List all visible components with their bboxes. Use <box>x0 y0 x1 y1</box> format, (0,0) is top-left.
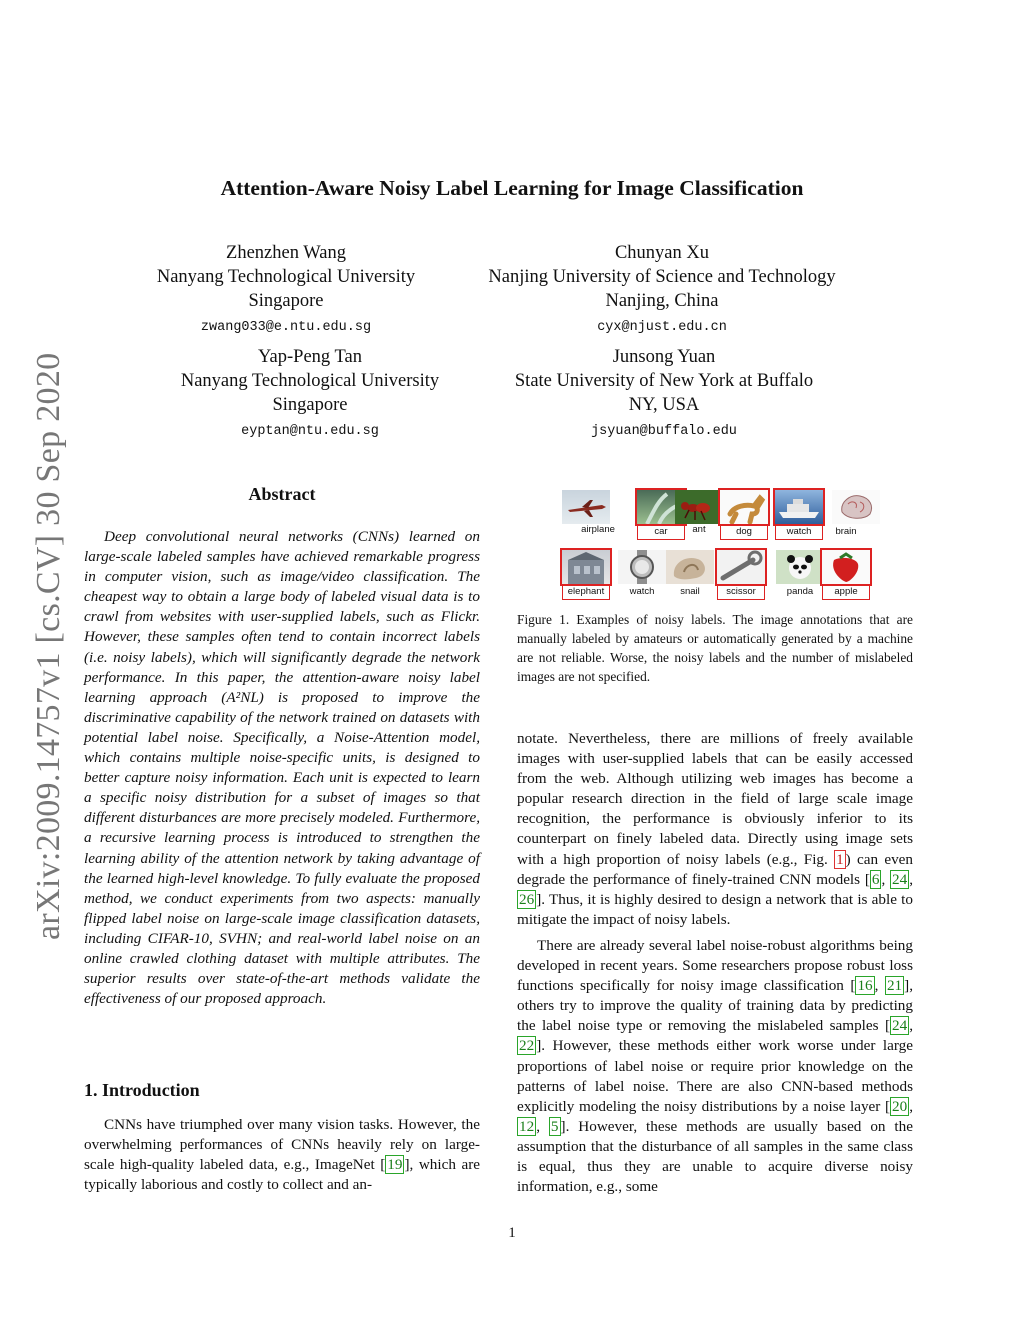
author-location: Singapore <box>272 395 348 415</box>
citation-link[interactable]: 21 <box>886 977 903 995</box>
author-block <box>136 241 436 337</box>
author-name: Junsong Yuan <box>612 347 716 367</box>
figure-caption <box>517 610 913 686</box>
author-affiliation: Nanyang Technological University <box>156 267 416 287</box>
citation-link[interactable]: 6 <box>871 870 880 888</box>
figure-label: snail <box>680 586 700 597</box>
citation-link[interactable]: 5 <box>550 1117 559 1135</box>
intro-right-column <box>517 729 913 1197</box>
author-email[interactable]: zwang033@e.ntu.edu.sg <box>200 320 372 335</box>
author-name: Zhenzhen Wang <box>226 243 346 263</box>
figure-label: ant <box>692 524 706 535</box>
intro-paragraph: notate. Nevertheless, there are millions of freely available images with user-supplied labels that can be easily accessed from the web. Although utilizing web images has become a popular research direction in the field of large scale image recognition, the performance is obviously inferior to its counterpart on finely labeled data. Directly using image sets with a high proportion of noisy labels (e.g., Fig. 1 ) can even degrade the performance of finely-trained CNN models [ 6 , 24 , 26 ]. Thus, it is highly desired to design a network that is able to mitigate the impact of noisy labels. <box>517 730 914 928</box>
abstract <box>84 527 480 1009</box>
watch-image-ship <box>775 490 823 524</box>
figure-label: brain <box>835 526 857 537</box>
citation-link[interactable]: 24 <box>892 870 908 888</box>
figure-label-noisy: elephant <box>562 584 610 600</box>
intro-heading: 1. Introduction <box>84 1080 200 1100</box>
figure-label: panda <box>786 586 814 597</box>
citation-link[interactable]: 20 <box>892 1097 908 1115</box>
intro-paragraph: CNNs have triumphed over many vision tasks. However, the overwhelming performances of CNNs heavily rely on large-scale high-quality labeled data, e.g., ImageNet [ 19 ], which are typically laborious and costly to collect and an- <box>84 1116 481 1194</box>
page-number: 1 <box>508 1225 516 1241</box>
panda-image <box>776 550 824 584</box>
brain-image <box>832 490 880 524</box>
paper-title: Attention-Aware Noisy Label Learning for Image Classification <box>220 176 804 200</box>
arxiv-identifier: arXiv:2009.14757v1 [cs.CV] 30 Sep 2020 <box>30 352 67 940</box>
figure-label: airplane <box>581 524 615 535</box>
author-affiliation: State University of New York at Buffalo <box>514 371 814 391</box>
figure-noisy-labels <box>562 490 868 602</box>
citation-link[interactable]: 16 <box>857 977 873 995</box>
caption-text: Figure 1. Examples of noisy labels. The image annotations that are manually labeled by amateurs or automatically generated by a machine are not reliable. Worse, the noisy labels and the number of mislabeled images are not specified. <box>517 612 913 684</box>
airplane-image <box>562 490 610 524</box>
author-block <box>490 345 838 441</box>
figure-label-noisy: dog <box>720 524 768 540</box>
author-email[interactable]: cyx@njust.edu.cn <box>597 320 727 335</box>
ant-image <box>675 490 723 524</box>
author-name: Chunyan Xu <box>614 243 710 263</box>
figure-label-noisy: car <box>637 524 685 540</box>
author-name: Yap-Peng Tan <box>258 347 362 367</box>
citation-link[interactable]: 24 <box>892 1017 908 1035</box>
abstract-text: Deep convolutional neural networks (CNNs) learned on large-scale labeled samples have achieved remarkable progress in computer vision, such as image/video classification. The cheapest way to obtain a large body of labeled visual data is to crawl from websites with user-supplied labels, such as Flickr. However, these samples often tend to contain incorrect labels (i.e. noisy labels), which will significantly degrade the network performance. In this paper, the attention-aware noisy label learning approach (A²NL) is proposed to improve the discriminative capability of the network trained on datasets with potential label noise. Specifically, a Noise-Attention model, which contains multiple noise-specific units, is designed to better capture noisy information. Each unit is expected to learn a specific noisy distribution for a subset of images so that different disturbances are more precisely modeled. Furthermore, a recursive learning process is introduced to strengthen the learning ability of the attention network by taking advantage of the learned high-level knowledge. To fully evaluate the proposed method, we conduct experiments from two aspects: manually flipped label noise on large-scale image classification datasets, including CIFAR-10, SVHN; and real-world label noise on an online crawled clothing dataset with multiple attributes. The superior results over state-of-the-art methods validate the effectiveness of our proposed approach. <box>84 528 480 1008</box>
elephant-image-tower <box>562 550 610 584</box>
author-affiliation: Nanjing University of Science and Technology <box>488 267 836 287</box>
citation-link[interactable]: 26 <box>519 890 535 908</box>
author-email[interactable]: eyptan@ntu.edu.sg <box>241 424 379 439</box>
intro-left-column <box>84 1115 480 1195</box>
watch-image <box>618 550 666 584</box>
author-location: NY, USA <box>628 395 700 415</box>
figure-reference-link[interactable]: 1 <box>836 850 844 868</box>
snail-image-shell <box>666 550 714 584</box>
author-affiliation: Nanyang Technological University <box>180 371 440 391</box>
figure-label-noisy: scissor <box>717 584 765 600</box>
dog-image-deer <box>720 490 768 524</box>
citation-link[interactable]: 22 <box>519 1037 535 1055</box>
figure-label-noisy: apple <box>822 584 870 600</box>
figure-label-noisy: watch <box>775 524 823 540</box>
figure-label: watch <box>629 586 655 597</box>
citation-link[interactable]: 12 <box>519 1117 535 1135</box>
intro-paragraph: There are already several label noise-robust algorithms being developed in recent years. Some researchers propose robust loss functions specifically for noisy image classification [ 16 , 21 ], others try to improve the quality of training data by predicting the label noise type or removing the mislabeled samples [ 24 , 22 ]. However, these methods either work worse under large proportions of label noise or require prior knowledge on the patterns of label noise. There are also CNN-based methods explicitly modeling the noisy distributions by a noise layer [ 20 , 12 , 5 ]. However, these methods are usually based on the assumption that the disturbance of all samples in the same class is equal, thus they are unable to acquire diverse noisy information, e.g., some <box>517 936 913 1196</box>
author-block <box>462 241 862 337</box>
author-location: Singapore <box>248 291 324 311</box>
abstract-heading: Abstract <box>248 484 316 504</box>
citation-link[interactable]: 19 <box>387 1156 403 1174</box>
author-email[interactable]: jsyuan@buffalo.edu <box>591 424 737 439</box>
author-location: Nanjing, China <box>605 291 719 311</box>
apple-image-strawberry <box>822 550 870 584</box>
author-block <box>160 345 460 441</box>
scissor-image-wrench <box>717 550 765 584</box>
